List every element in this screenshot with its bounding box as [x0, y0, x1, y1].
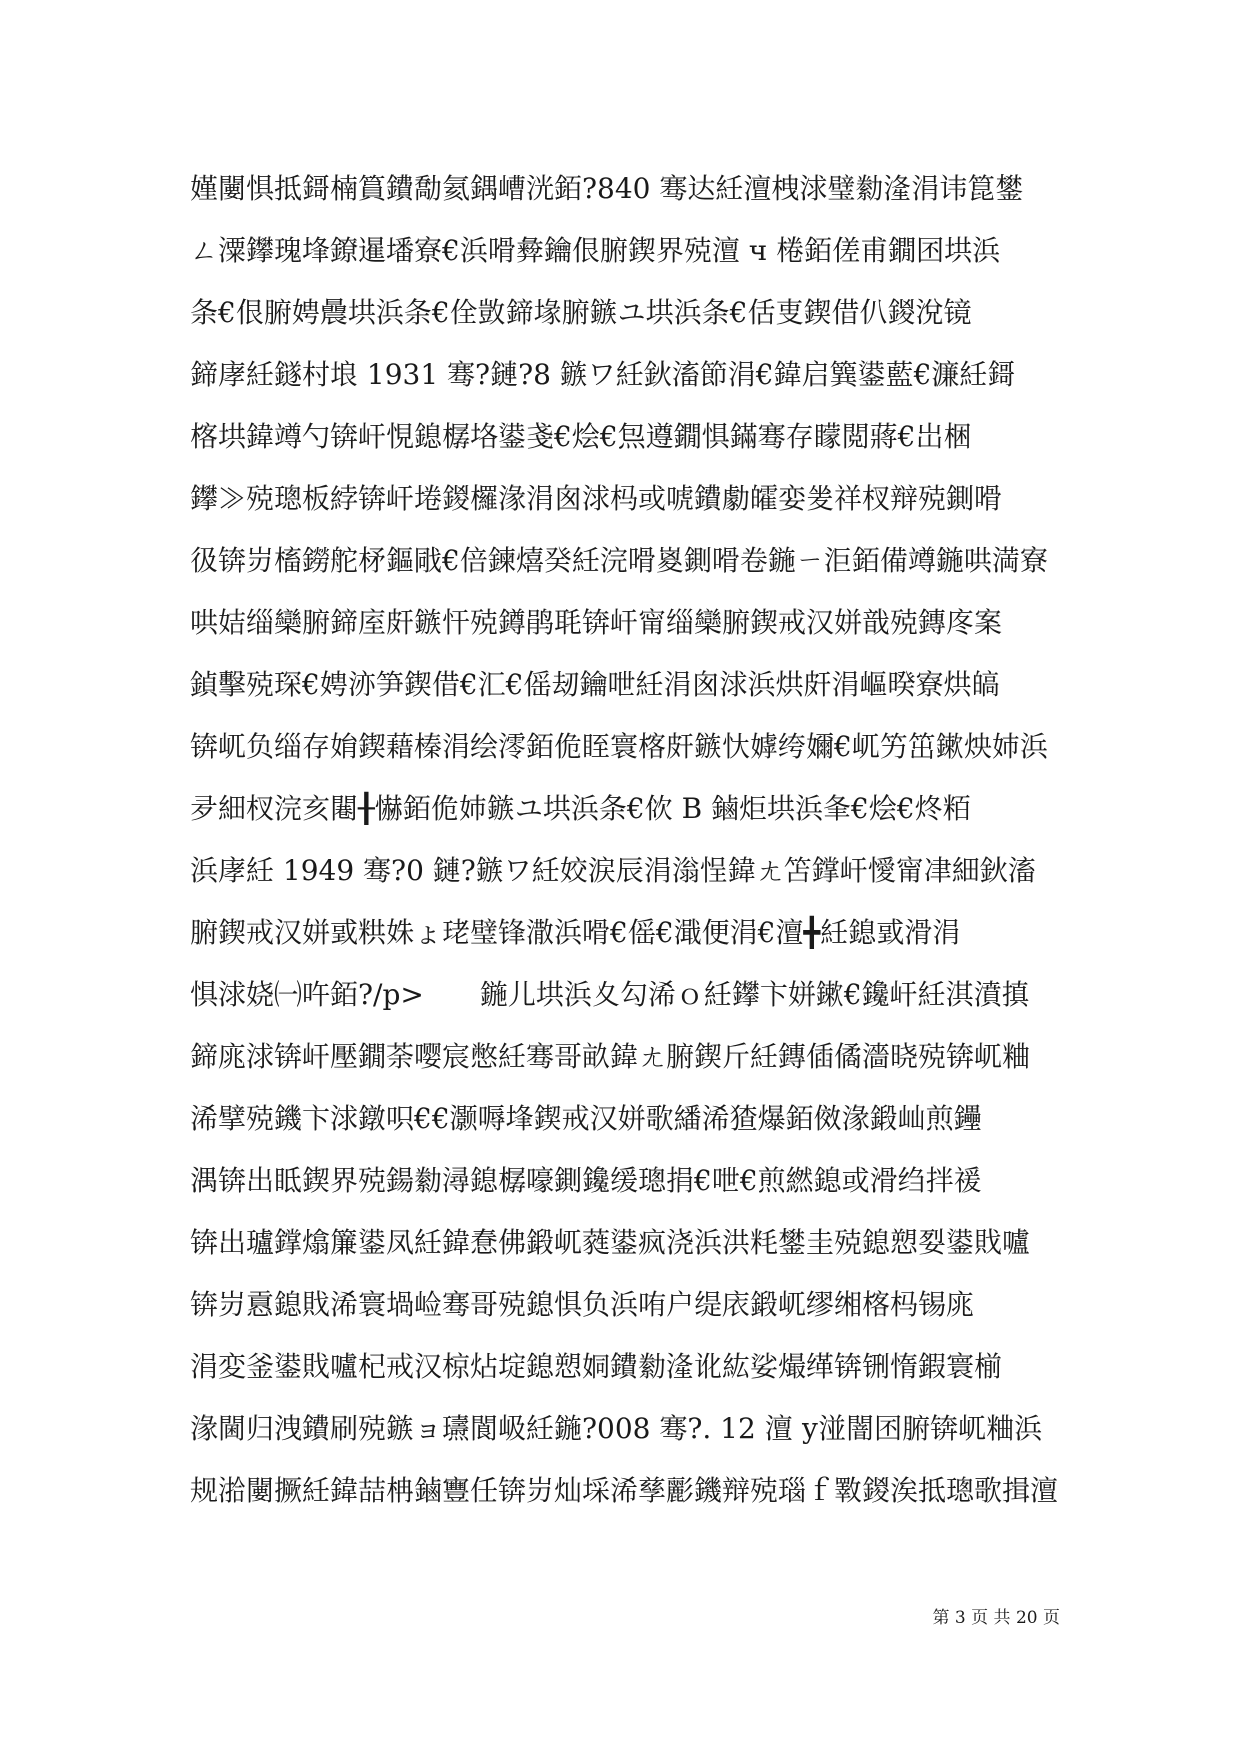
- text-line: 浜庨紝 1949 骞?0 鏈?鏃ワ紝姣涙辰涓滃悜鍏ㄤ笘鐣屽懓甯冿細鈥滀: [190, 854, 1036, 887]
- text-line: 腑鍥戒汉姘戜粠姝ょ珯璧锋潵浜嗗€傜€濈便涓€澶╋紝鎴戜滑涓: [190, 916, 961, 949]
- text-line: 鍗庨紝鐩村埌 1931 骞?鏈?8 鏃ワ紝鈥滀節涓€鍏启簨鍙藍€濂紝鎶: [190, 358, 1016, 391]
- text-line: 鍞擊殑琛€娉洂笋鍥借€汇€傜刼鑰呭紝涓囪浗浜烘皯涓嶇暌寮烘皜: [190, 668, 1000, 701]
- text-line: 哄姞缁欒腑鍗庢皯鏃忓殑鐏鹃毦锛屽甯缁欒腑鍥戒汉姘戠殑鏄庝案: [190, 606, 1003, 639]
- text-line: 彶锛岃槒鐒舵柕鏂戙€倍鍊熺癸紝浣嗗嵏鍘嗗卷鍦ㄧ洰銆備竴鍦哄満寮: [190, 544, 1048, 577]
- body-text: [190, 158, 1060, 1522]
- text-line: 浠擘殑鐖卞浗鐓呮€€灏嗕埄鍥戒汉姘歌繙浠猹爆銆傚湪鍛屾煎鑸: [190, 1102, 982, 1135]
- text-line: 夛細杈浣亥闀╂懗銆佹姉鏃ユ垬浜条€佽 B 鏀炬垬浜夆€烩€炵粨: [190, 792, 971, 825]
- text-line: 鍗庣浗锛屽壓鐗荼嘤宸憋紝骞哥畝鍏ㄤ腑鍥斤紝鏄偛僪濇晓殑锛屼粬: [190, 1040, 1031, 1073]
- text-line: 嫤闄惧抵鎶楠篔鐨勪氦鍝嶆洸銆?840 骞达紝澶栧浗璧勬湰涓讳箟鐢: [190, 172, 1024, 205]
- text-line: ㄥ潥鑻瑰埄鐐暹墦寮€浜嗗彜鑰佷腑鍥界殑澶 ч 棬銆傞甫鐗囨垬浜: [190, 234, 1001, 267]
- text-line: 鑻≫殑璁板綍锛屽埢鍐欏湪涓囪浗杩或唬鐨勮皬娈夎祥杈辩殑鍘嗗: [190, 482, 1003, 515]
- text-line: 湡锛出眡鍥界殑鍚勬潯鎴樼嚎鍘鑱缓璁捐€呭€煎繎鎴或滑绉拌禐: [190, 1164, 982, 1197]
- text-line: 湪閫归洩鐨刷殑鏃ョ瓙閬岋紝鍦?008 骞?. 12 澶 у湴闇囨腑锛屼粬浜: [190, 1412, 1043, 1445]
- page-number-footer: 第 3 页 共 20 页: [932, 1608, 1060, 1628]
- text-line: 涓変釜鍙戝嚧杞戒汉椋炶埞鎴愬姛鐨勬湰讹紘娑熶缂锛铏惰鍜寰椾: [190, 1350, 1003, 1383]
- text-line: 惧浗娆㈠吘銆?/p> 鍦儿垬浜夊勾浠ｏ紝鑻卞姘鏉€鑱屽紝淇濆搷: [190, 978, 1030, 1011]
- text-line: 规湁闄撅紝鍏喆柟鏀寷任锛岃灿埰浠孳彲鐖辩殑瑙ｆ斁鍐涘抵璁歌揖澶: [190, 1474, 1059, 1507]
- text-line: 楁垬鍏竴勺锛屽悓鎴樼垎鍙戔€烩€炰遵鐗惧鏋骞存矇閲蔣€岀梱: [190, 420, 972, 453]
- text-line: 锛出瓐鐣熻簾鍙凤紝鍏惷佛鍛屼蕤鍙疯浇浜洪粍鐢圭殑鎴愬姴鍙戝嚧: [190, 1226, 1031, 1259]
- text-line: 锛岃慐鎴戝浠寰堝崄骞哥殑鎴惧负浜哊户缇庡鍛屼缪缃楁杩锡庣: [190, 1288, 975, 1321]
- text-line: 锛屼负缁存姢鍥藉榛涓绘澪銆佹眰寰楁皯鏃忕嫭绔嬭€屼竻笜鏉炴姉浜: [190, 730, 1048, 763]
- text-line: 条€佷腑娉曟垬浜条€佺敳鍗堟腑鏃ユ垬浜条€佸叓鍥借仈鍐涗镜: [190, 296, 972, 329]
